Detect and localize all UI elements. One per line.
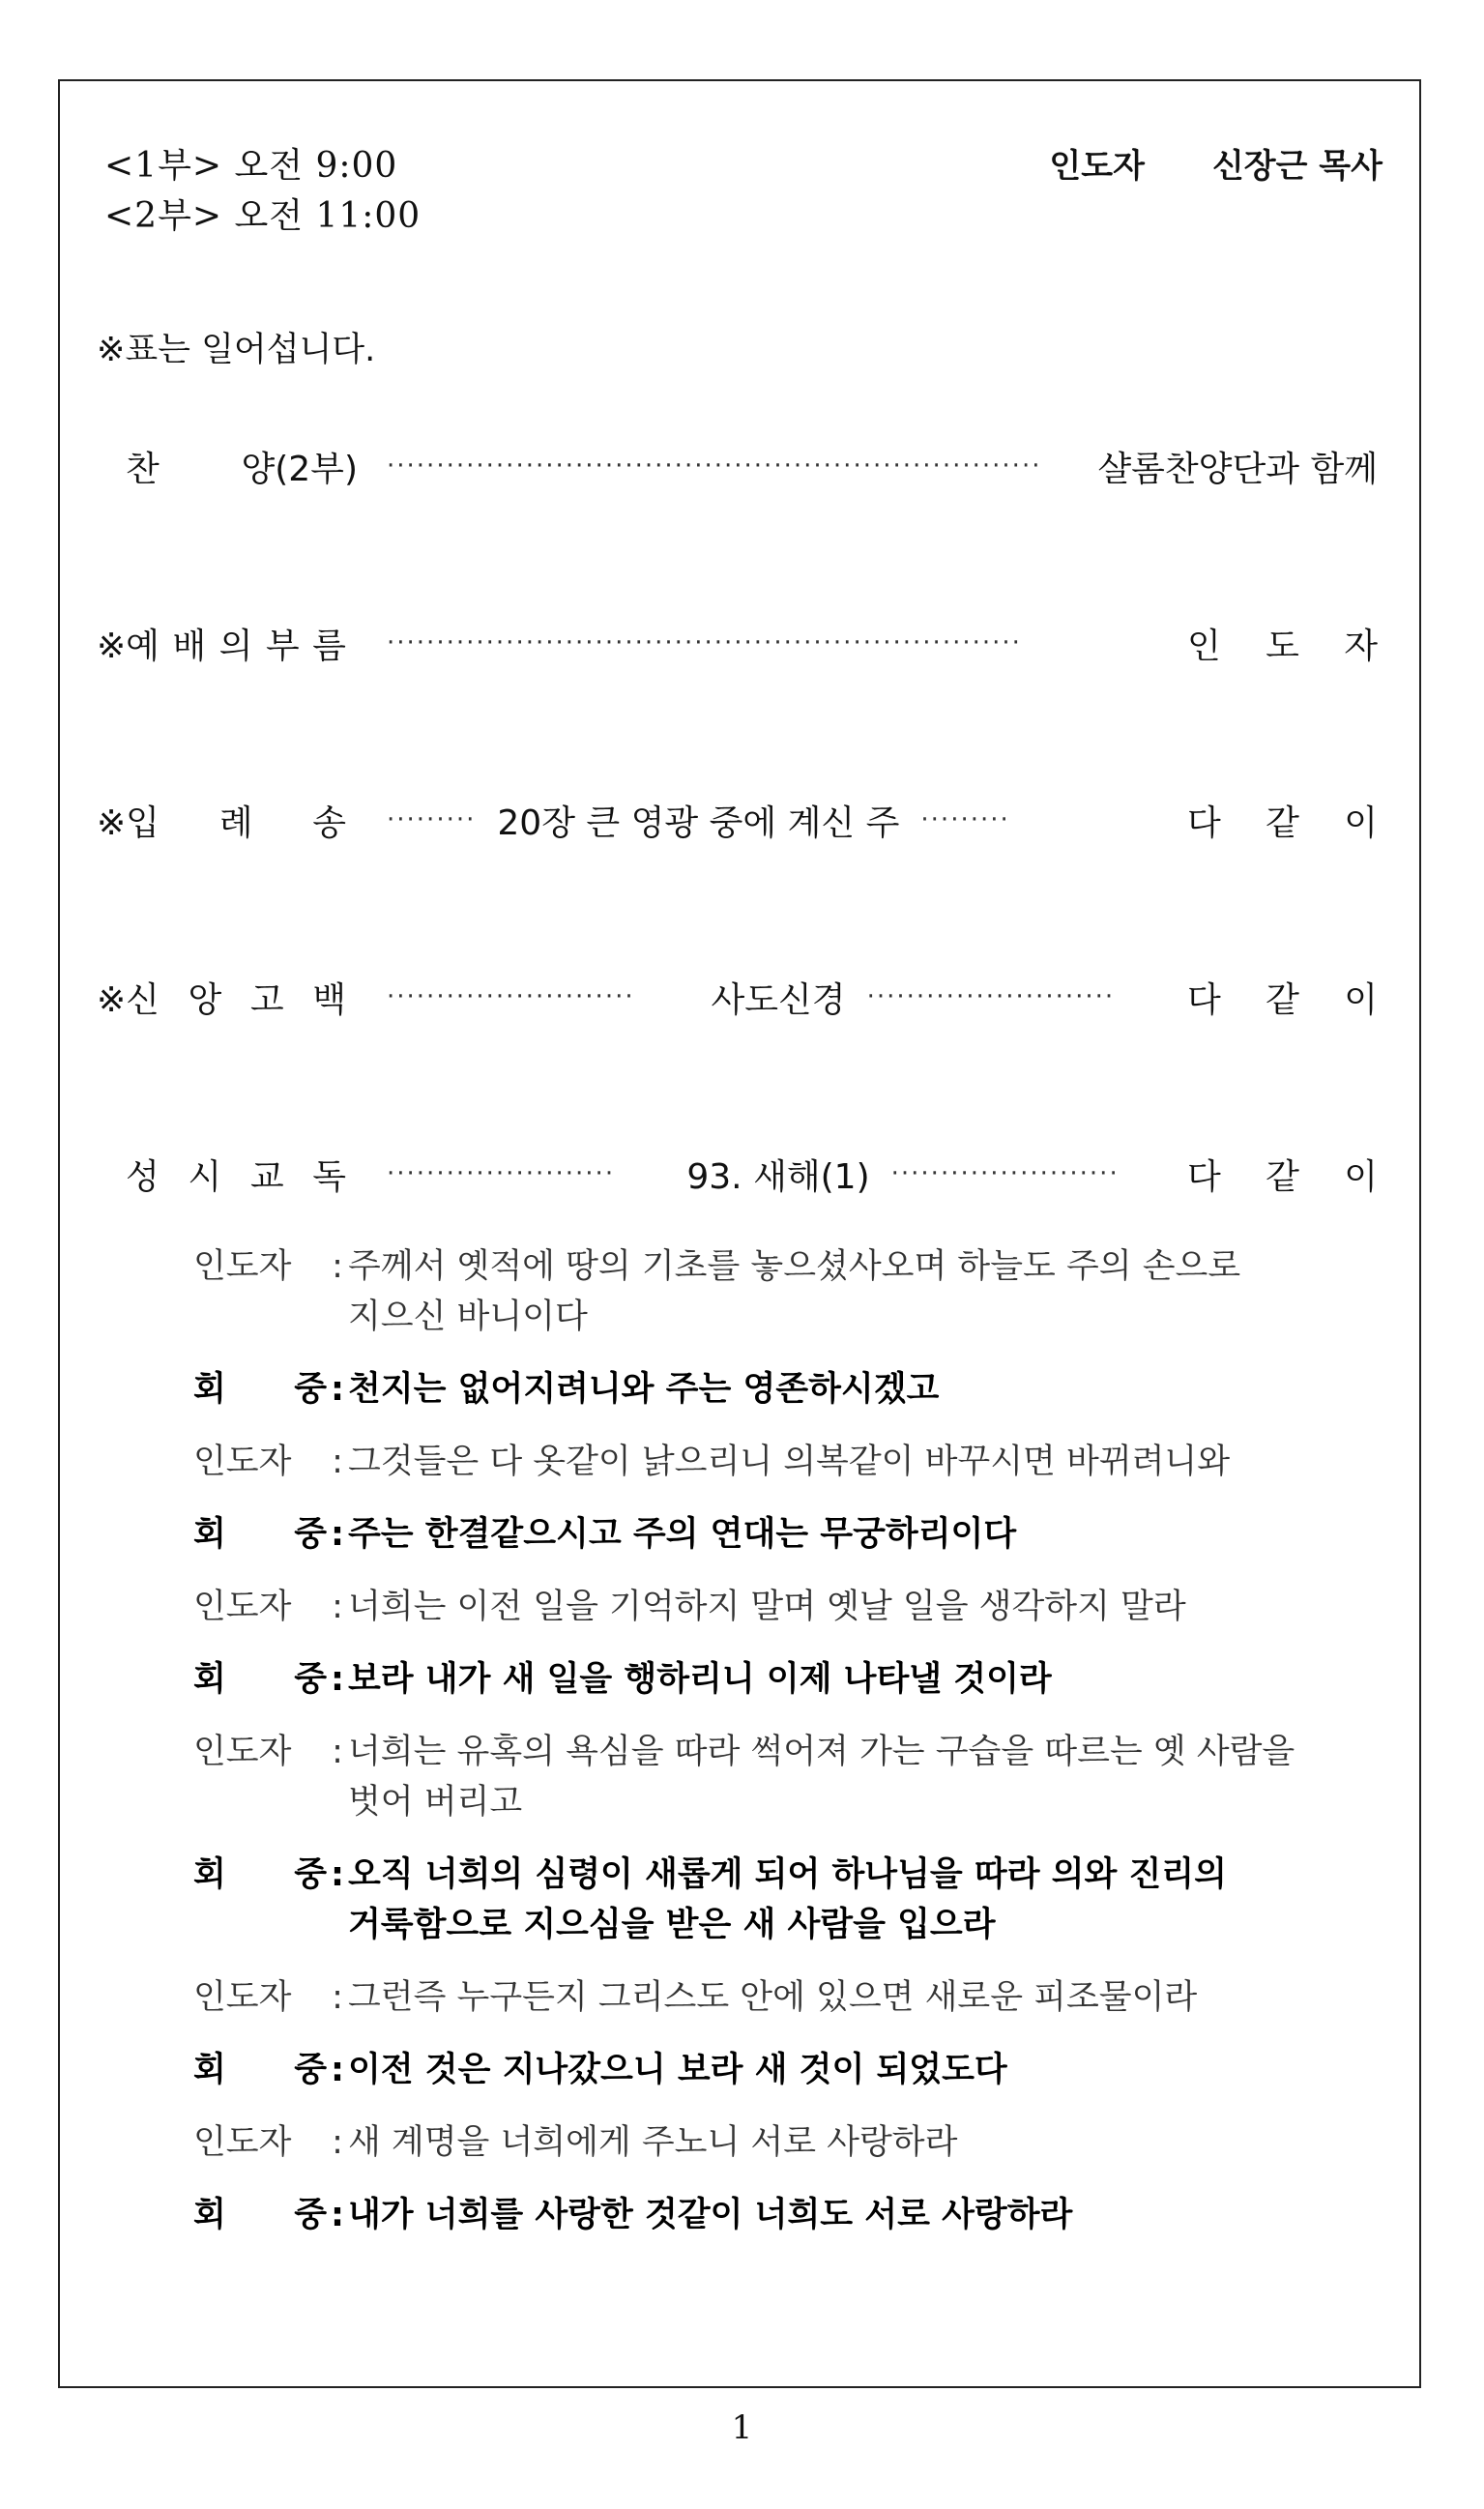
leader-dots: ·······················: [387, 1159, 616, 1188]
speaker-label: 회 중: [193, 1855, 327, 1894]
order-item-label: 성 시 교 독: [126, 1156, 346, 1197]
creed-title: 사도신경: [711, 979, 846, 1020]
speaker-label: 회 중: [193, 1515, 327, 1554]
reading-text: 내가 너희를 사랑한 것같이 너희도 서로 사랑하라: [348, 2196, 1073, 2234]
reading-line-leader: 인도자 : 주께서 옛적에 땅의 기초를 놓으셨사오며 하늘도 주의 손으로 지으신 바니이다: [193, 1241, 1334, 1342]
schedule-second-service: <2부> 오전 11:00: [104, 196, 422, 236]
leader-name: 신장근 목사: [1211, 147, 1382, 186]
speaker-label: 회 중: [193, 2196, 327, 2234]
responsive-reading: [193, 1241, 1334, 2262]
reading-line-congregation: 회 중 : 내가 너희를 사랑한 것같이 너희도 서로 사랑하라: [193, 2190, 1334, 2240]
order-responsible: 다 같 이: [1187, 802, 1378, 843]
reading-text: 너희는 이전 일을 기억하지 말며 옛날 일을 생각하지 말라: [348, 1588, 1186, 1626]
speaker-label: 인도자: [193, 1588, 292, 1626]
reading-text: 벗어 버리고: [348, 1783, 523, 1822]
speaker-label: 인도자: [193, 1733, 292, 1771]
reading-title: 93. 새해(1): [686, 1156, 870, 1197]
order-row-call-to-worship: [97, 618, 1378, 668]
leader-dots: ·········: [920, 805, 1010, 834]
leader-dots: ·········: [387, 805, 477, 834]
order-item-label: 찬 양(2부): [126, 449, 358, 489]
page-number: 1: [731, 2408, 753, 2447]
reading-text: 천지는 없어지려니와 주는 영존하시겠고: [348, 1370, 940, 1409]
order-row-responsive-reading: [97, 1149, 1378, 1199]
leader-dots: ·························: [866, 982, 1116, 1011]
reading-text: 주는 한결같으시고 주의 연대는 무궁하리이다: [348, 1515, 1017, 1554]
reading-line-congregation: 회 중 : 주는 한결같으시고 주의 연대는 무궁하리이다: [193, 1509, 1334, 1560]
order-row-creed: [97, 972, 1378, 1022]
reading-line-congregation: 회 중 : 오직 너희의 심령이 새롭게 되어 하나님을 따라 의와 진리의 거룩함으로 지으심을 받은 새 사람을 입으라: [193, 1850, 1334, 1950]
speaker-label: 인도자: [193, 1247, 292, 1286]
reading-text: 보라 내가 새 일을 행하리니 이제 나타낼 것이라: [348, 1660, 1052, 1699]
reading-line-leader: 인도자 : 그것들은 다 옷같이 낡으리니 의복같이 바꾸시면 바뀌려니와: [193, 1437, 1334, 1487]
leader-role: 인도자: [1049, 147, 1145, 186]
reading-line-congregation: 회 중 : 천지는 없어지려니와 주는 영존하시겠고: [193, 1364, 1334, 1415]
order-item-label: ※신 앙 고 백: [97, 979, 346, 1020]
reading-text: 이전 것은 지나갔으니 보라 새 것이 되었도다: [348, 2051, 1007, 2089]
reading-text: 거룩함으로 지으심을 받은 새 사람을 입으라: [348, 1906, 996, 1944]
speaker-label: 회 중: [193, 1370, 327, 1409]
order-responsible: 인 도 자: [1187, 626, 1378, 666]
reading-line-leader: 인도자 : 너희는 유혹의 욕심을 따라 썩어져 가는 구습을 따르는 옛 사람을 벗어 버리고: [193, 1727, 1334, 1827]
order-responsible: 샬롬찬양단과 함께: [1097, 449, 1378, 489]
leader-dots: ··································································: [387, 452, 1042, 481]
reading-text: 그런즉 누구든지 그리스도 안에 있으면 새로운 피조물이라: [348, 1978, 1198, 2017]
reading-text: 그것들은 다 옷같이 낡으리니 의복같이 바꾸시면 바뀌려니와: [348, 1443, 1231, 1481]
schedule-first-service: <1부> 오전 9:00: [104, 146, 398, 186]
reading-line-congregation: 회 중 : 이전 것은 지나갔으니 보라 새 것이 되었도다: [193, 2045, 1334, 2095]
order-row-opening-hymn: [97, 795, 1378, 845]
reading-line-leader: 인도자 : 새 계명을 너희에게 주노니 서로 사랑하라: [193, 2117, 1334, 2168]
order-responsible: 다 같 이: [1187, 979, 1378, 1020]
reading-line-leader: 인도자 : 그런즉 누구든지 그리스도 안에 있으면 새로운 피조물이라: [193, 1972, 1334, 2023]
order-item-label: ※입 례 송: [97, 802, 346, 843]
service-leader: [1049, 143, 1382, 190]
speaker-label: 회 중: [193, 2051, 327, 2089]
reading-line-leader: 인도자 : 너희는 이전 일을 기억하지 말며 옛날 일을 생각하지 말라: [193, 1582, 1334, 1632]
standing-notice: ※표는 일어섭니다.: [97, 331, 376, 369]
reading-text: 주께서 옛적에 땅의 기초를 놓으셨사오며 하늘도 주의 손으로: [348, 1247, 1241, 1286]
speaker-label: 인도자: [193, 2123, 292, 2162]
leader-dots: ·························: [387, 982, 635, 1011]
speaker-label: 인도자: [193, 1443, 292, 1481]
hymn-title: 20장 큰 영광 중에 계신 주: [497, 802, 900, 843]
order-row-praise: [97, 441, 1378, 491]
speaker-label: 인도자: [193, 1978, 292, 2017]
leader-dots: ································································: [387, 628, 1022, 657]
reading-text: 새 계명을 너희에게 주노니 서로 사랑하라: [348, 2123, 958, 2162]
reading-text: 오직 너희의 심령이 새롭게 되어 하나님을 따라 의와 진리의: [348, 1855, 1227, 1894]
leader-dots: ·······················: [890, 1159, 1120, 1188]
speaker-label: 회 중: [193, 1660, 327, 1699]
order-item-label: ※예 배 의 부 름: [97, 626, 346, 666]
order-responsible: 다 같 이: [1187, 1156, 1378, 1197]
reading-text: 너희는 유혹의 욕심을 따라 썩어져 가는 구습을 따르는 옛 사람을: [348, 1733, 1295, 1771]
reading-text: 지으신 바니이다: [348, 1298, 588, 1336]
reading-line-congregation: 회 중 : 보라 내가 새 일을 행하리니 이제 나타낼 것이라: [193, 1654, 1334, 1705]
